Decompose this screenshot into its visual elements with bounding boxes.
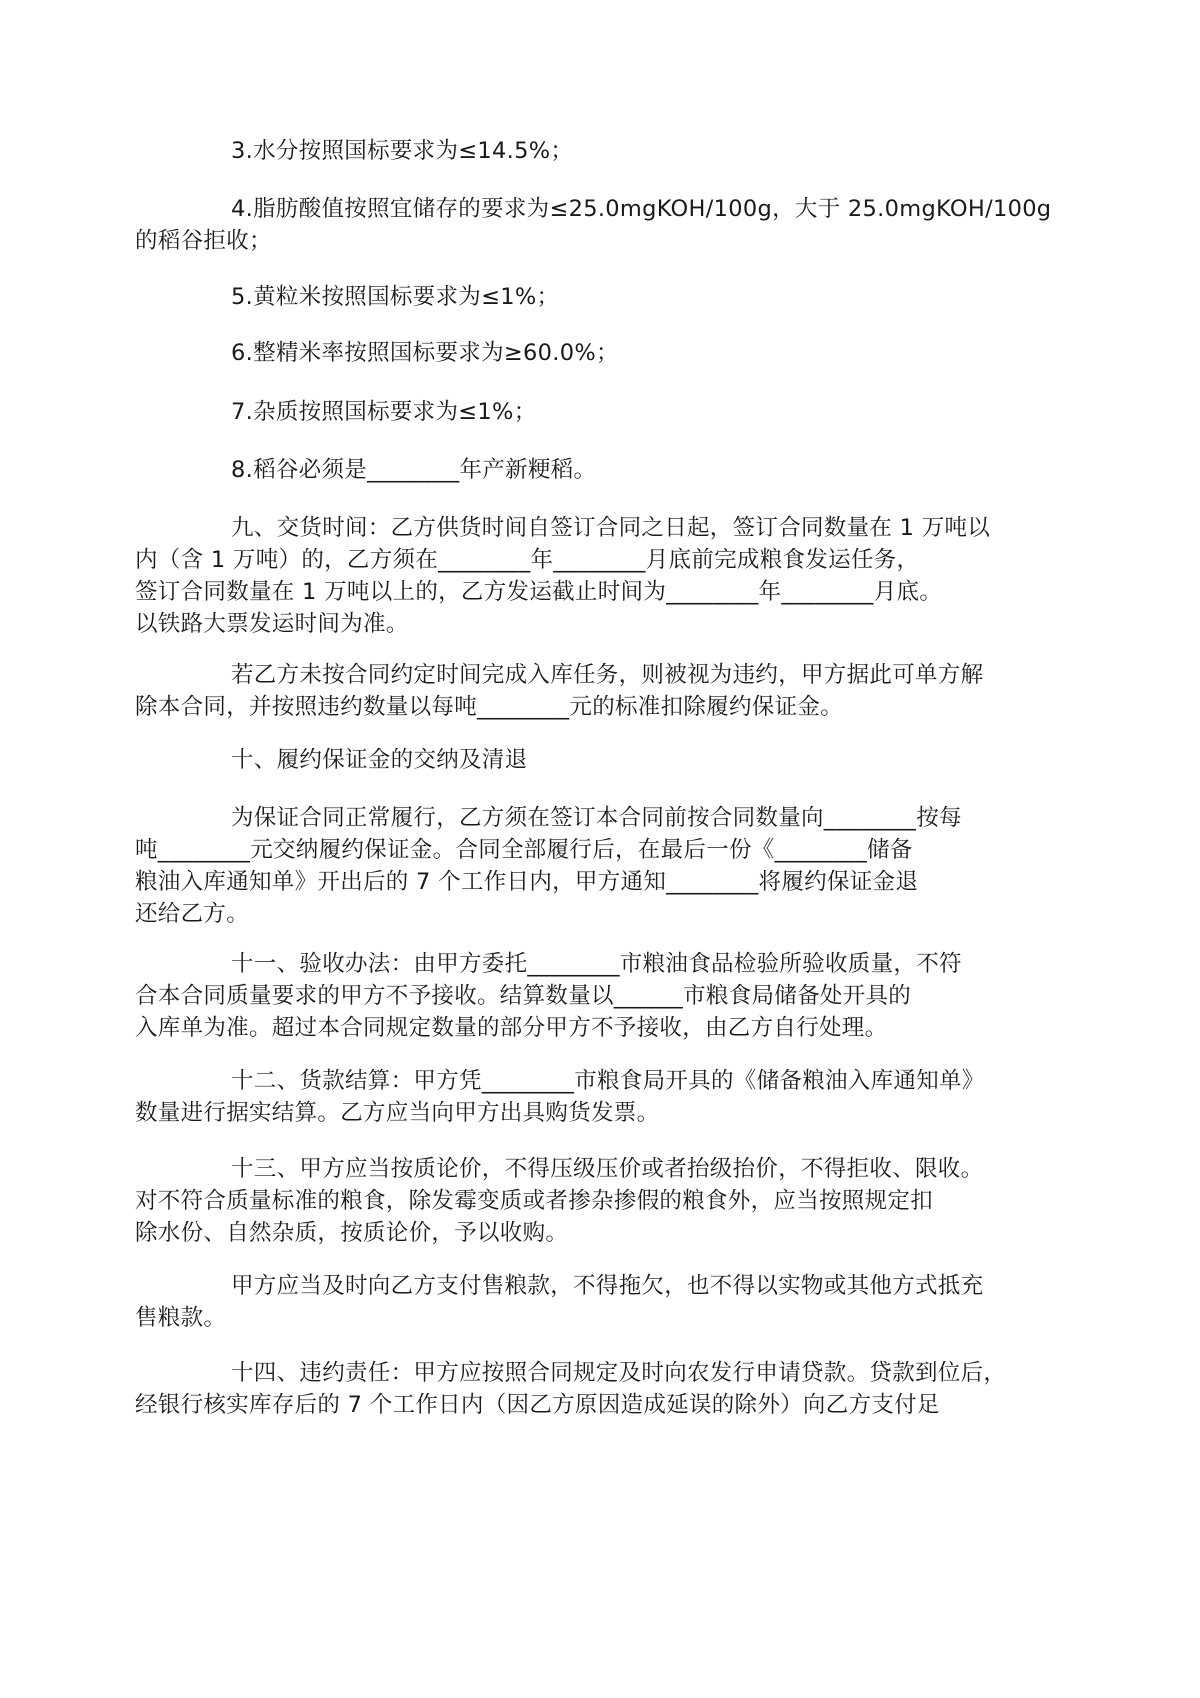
paragraph-line: 甲方应当及时向乙方支付售粮款，不得拖欠，也不得以实物或其他方式抵充 <box>231 1273 984 1299</box>
paragraph-line: 若乙方未按合同约定时间完成入库任务，则被视为违约，甲方据此可单方解 <box>231 662 984 688</box>
paragraph-payment <box>135 1270 1033 1334</box>
paragraph-line: 7.杂质按照国标要求为≤1%； <box>231 399 537 425</box>
paragraph-line: 6.整精米率按照国标要求为≥60.0%； <box>231 340 619 366</box>
paragraph-line: 内（含 1 万吨）的，乙方须在________年________月底前完成粮食发运任务， <box>135 547 920 573</box>
paragraph-head-rice <box>183 337 1033 369</box>
paragraph-line: 为保证合同正常履行，乙方须在签订本合同前按合同数量向________按每 <box>231 805 962 831</box>
paragraph-settlement <box>135 1065 1033 1129</box>
paragraph-line: 合本合同质量要求的甲方不予接收。结算数量以______市粮食局储备处开具的 <box>135 983 912 1009</box>
paragraph-quality-pricing <box>135 1153 1033 1249</box>
paragraph-line: 对不符合质量标准的粮食，除发霉变质或者掺杂掺假的粮食外，应当按照规定扣 <box>135 1188 934 1214</box>
paragraph-deposit <box>135 802 1033 930</box>
paragraph-moisture <box>183 135 1033 167</box>
paragraph-line: 经银行核实库存后的 7 个工作日内（因乙方原因造成延误的除外）向乙方支付足 <box>135 1392 940 1418</box>
paragraph-line: 还给乙方。 <box>135 901 250 927</box>
paragraph-line: 签订合同数量在 1 万吨以上的，乙方发运截止时间为________年________月底。 <box>135 579 943 605</box>
paragraph-fatty-acid <box>135 193 1052 257</box>
paragraph-line: 5.黄粒米按照国标要求为≤1%； <box>231 284 560 310</box>
paragraph-line: 以铁路大票发运时间为准。 <box>135 611 409 637</box>
paragraph-line: 十一、验收办法：由甲方委托________市粮油食品检验所验收质量，不符 <box>231 951 962 977</box>
paragraph-delivery-time <box>135 512 1033 640</box>
paragraph-line: 十三、甲方应当按质论价，不得压级压价或者抬级抬价，不得拒收、限收。 <box>231 1156 984 1182</box>
paragraph-line: 3.水分按照国标要求为≤14.5%； <box>231 138 574 164</box>
paragraph-liability <box>135 1357 1033 1421</box>
section-heading-deposit <box>183 744 1033 776</box>
paragraph-line: 8.稻谷必须是________年产新粳稻。 <box>231 457 597 483</box>
paragraph-breach-delivery <box>135 659 1033 723</box>
paragraph-line: 吨________元交纳履约保证金。合同全部履行后，在最后一份《________储备 <box>135 837 913 863</box>
paragraph-line: 十四、违约责任：甲方应按照合同规定及时向农发行申请贷款。贷款到位后， <box>231 1360 1007 1386</box>
paragraph-line: 粮油入库通知单》开出后的 7 个工作日内，甲方通知________将履约保证金退 <box>135 869 919 895</box>
paragraph-line: 九、交货时间：乙方供货时间自签订合同之日起，签订合同数量在 1 万吨以 <box>231 515 991 541</box>
paragraph-impurity <box>183 396 1033 428</box>
paragraph-line: 除本合同，并按照违约数量以每吨________元的标准扣除履约保证金。 <box>135 694 844 720</box>
paragraph-line: 十、履约保证金的交纳及清退 <box>231 747 528 773</box>
paragraph-inspection <box>135 948 1033 1044</box>
paragraph-line: 除水份、自然杂质，按质论价，予以收购。 <box>135 1220 569 1246</box>
paragraph-line: 十二、货款结算：甲方凭________市粮食局开具的《储备粮油入库通知单》 <box>231 1068 985 1094</box>
paragraph-yellow-rice <box>183 281 1033 313</box>
paragraph-line: 的稻谷拒收； <box>135 228 272 254</box>
paragraph-line: 售粮款。 <box>135 1305 227 1331</box>
paragraph-line: 数量进行据实结算。乙方应当向甲方出具购货发票。 <box>135 1100 660 1126</box>
paragraph-line: 入库单为准。超过本合同规定数量的部分甲方不予接收，由乙方自行处理。 <box>135 1015 888 1041</box>
paragraph-line: 4.脂肪酸值按照宜储存的要求为≤25.0mgKOH/100g，大于 25.0mgKOH/100g <box>231 196 1052 222</box>
paragraph-new-rice <box>183 454 1033 486</box>
